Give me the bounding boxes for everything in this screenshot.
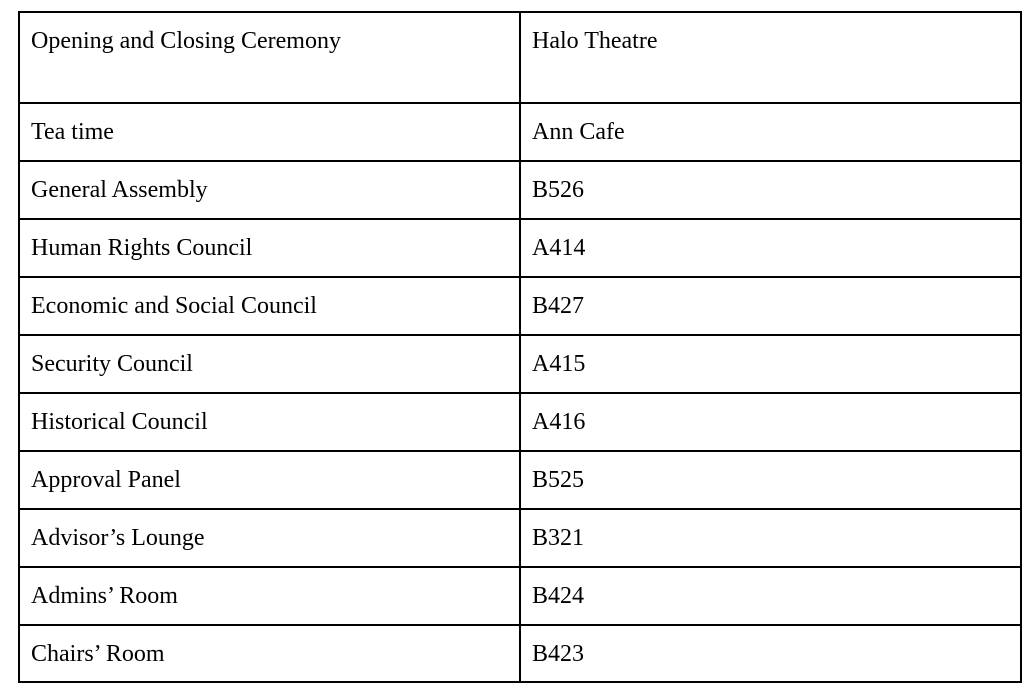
room-cell: B526 xyxy=(520,161,1021,219)
room-cell: B423 xyxy=(520,625,1021,682)
table-row xyxy=(19,161,1021,219)
table-row xyxy=(19,219,1021,277)
table-row xyxy=(19,12,1021,103)
table-row xyxy=(19,103,1021,161)
room-cell: B427 xyxy=(520,277,1021,335)
event-name-cell: Tea time xyxy=(19,103,520,161)
room-cell: A414 xyxy=(520,219,1021,277)
room-cell: B321 xyxy=(520,509,1021,567)
event-name-cell: Human Rights Council xyxy=(19,219,520,277)
event-name-cell: Historical Council xyxy=(19,393,520,451)
room-cell: B525 xyxy=(520,451,1021,509)
room-cell: Halo Theatre xyxy=(520,12,1021,103)
event-name-cell: Opening and Closing Ceremony xyxy=(19,12,520,103)
table-row xyxy=(19,509,1021,567)
room-cell: A415 xyxy=(520,335,1021,393)
table-row xyxy=(19,451,1021,509)
room-cell: Ann Cafe xyxy=(520,103,1021,161)
event-name-cell: Approval Panel xyxy=(19,451,520,509)
event-name-cell: General Assembly xyxy=(19,161,520,219)
room-cell: B424 xyxy=(520,567,1021,625)
table-row xyxy=(19,277,1021,335)
event-name-cell: Chairs’ Room xyxy=(19,625,520,682)
event-name-cell: Economic and Social Council xyxy=(19,277,520,335)
table-row xyxy=(19,625,1021,682)
table-row xyxy=(19,335,1021,393)
table-row xyxy=(19,393,1021,451)
event-name-cell: Security Council xyxy=(19,335,520,393)
venue-room-table xyxy=(18,11,1022,683)
event-name-cell: Admins’ Room xyxy=(19,567,520,625)
room-cell: A416 xyxy=(520,393,1021,451)
table-row xyxy=(19,567,1021,625)
event-name-cell: Advisor’s Lounge xyxy=(19,509,520,567)
